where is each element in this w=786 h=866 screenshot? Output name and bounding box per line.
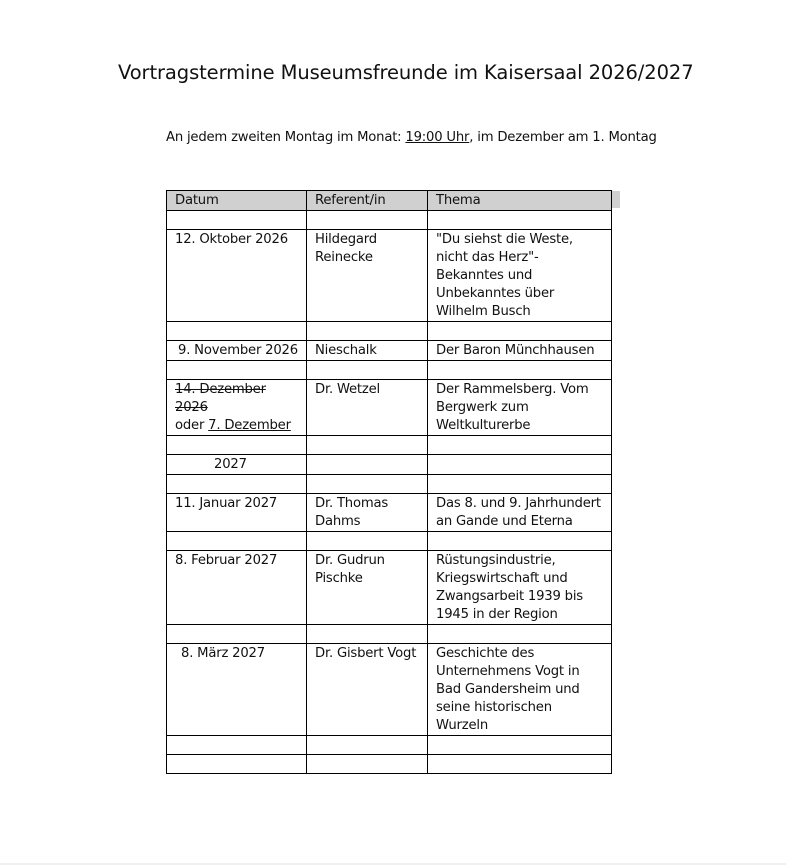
- empty-cell: [307, 455, 428, 475]
- table-row: [167, 551, 612, 625]
- rescheduled-date: 7. Dezember: [208, 418, 291, 433]
- spacer-row: [167, 755, 612, 774]
- topic-cell: Rüstungsindustrie, Kriegswirtschaft und Zwangsarbeit 1939 bis 1945 in der Region: [428, 551, 612, 625]
- empty-cell: [428, 755, 612, 774]
- empty-cell: [307, 475, 428, 494]
- speaker-cell: Dr. Gudrun Pischke: [307, 551, 428, 625]
- table-row: [167, 380, 612, 436]
- cancelled-date: 14. Dezember 2026: [175, 382, 266, 415]
- empty-cell: [167, 736, 307, 755]
- spacer-row: [167, 625, 612, 644]
- empty-cell: [307, 436, 428, 455]
- empty-cell: [428, 211, 612, 230]
- topic-cell: Der Rammelsberg. Vom Bergwerk zum Weltkulturerbe: [428, 380, 612, 436]
- date-cell: [167, 380, 307, 436]
- empty-cell: [167, 475, 307, 494]
- table-header-row: [167, 191, 612, 211]
- schedule-time: 19:00 Uhr: [405, 130, 470, 145]
- spacer-row: [167, 736, 612, 755]
- table-row: [167, 341, 612, 361]
- empty-cell: [428, 322, 612, 341]
- header-shading-overflow: [611, 191, 620, 208]
- empty-cell: [167, 532, 307, 551]
- empty-cell: [428, 475, 612, 494]
- year-divider-row: [167, 455, 612, 475]
- header-speaker: Referent/in: [307, 191, 428, 211]
- spacer-row: [167, 322, 612, 341]
- empty-cell: [307, 532, 428, 551]
- table-row: [167, 230, 612, 322]
- spacer-row: [167, 475, 612, 494]
- table-row: [167, 644, 612, 736]
- schedule-note: [166, 130, 657, 145]
- topic-cell: Das 8. und 9. Jahrhundert an Gande und Eterna: [428, 494, 612, 532]
- date-cell: 12. Oktober 2026: [167, 230, 307, 322]
- empty-cell: [428, 455, 612, 475]
- spacer-row: [167, 211, 612, 230]
- spacer-row: [167, 361, 612, 380]
- date-cell: 8. Februar 2027: [167, 551, 307, 625]
- empty-cell: [167, 436, 307, 455]
- empty-cell: [428, 361, 612, 380]
- schedule-note-suffix: , im Dezember am 1. Montag: [469, 130, 657, 145]
- speaker-cell: Dr. Wetzel: [307, 380, 428, 436]
- empty-cell: [167, 755, 307, 774]
- date-cell: 9. November 2026: [167, 341, 307, 361]
- empty-cell: [307, 211, 428, 230]
- document-title: Vortragstermine Museumsfreunde im Kaisersaal 2026/2027: [118, 61, 694, 84]
- table-row: [167, 494, 612, 532]
- speaker-cell: Nieschalk: [307, 341, 428, 361]
- topic-cell: "Du siehst die Weste, nicht das Herz"- Bekanntes und Unbekanntes über Wilhelm Busch: [428, 230, 612, 322]
- empty-cell: [428, 736, 612, 755]
- lecture-schedule-table: [166, 190, 612, 774]
- empty-cell: [428, 436, 612, 455]
- empty-cell: [167, 361, 307, 380]
- topic-cell: Geschichte des Unternehmens Vogt in Bad Gandersheim und seine historischen Wurzeln: [428, 644, 612, 736]
- empty-cell: [307, 755, 428, 774]
- empty-cell: [307, 322, 428, 341]
- date-cell: 11. Januar 2027: [167, 494, 307, 532]
- empty-cell: [167, 322, 307, 341]
- empty-cell: [428, 625, 612, 644]
- header-topic: Thema: [428, 191, 612, 211]
- empty-cell: [307, 736, 428, 755]
- empty-cell: [307, 361, 428, 380]
- spacer-row: [167, 436, 612, 455]
- speaker-cell: Dr. Thomas Dahms: [307, 494, 428, 532]
- schedule-note-prefix: An jedem zweiten Montag im Monat:: [166, 130, 406, 145]
- empty-cell: [167, 211, 307, 230]
- spacer-row: [167, 532, 612, 551]
- header-date: Datum: [167, 191, 307, 211]
- empty-cell: [167, 625, 307, 644]
- year-label: 2027: [167, 455, 307, 475]
- page-bottom-edge: [0, 863, 786, 865]
- topic-cell: Der Baron Münchhausen: [428, 341, 612, 361]
- empty-cell: [307, 625, 428, 644]
- speaker-cell: Hildegard Reinecke: [307, 230, 428, 322]
- speaker-cell: Dr. Gisbert Vogt: [307, 644, 428, 736]
- date-cell: 8. März 2027: [167, 644, 307, 736]
- empty-cell: [428, 532, 612, 551]
- date-or-label: oder: [175, 418, 209, 433]
